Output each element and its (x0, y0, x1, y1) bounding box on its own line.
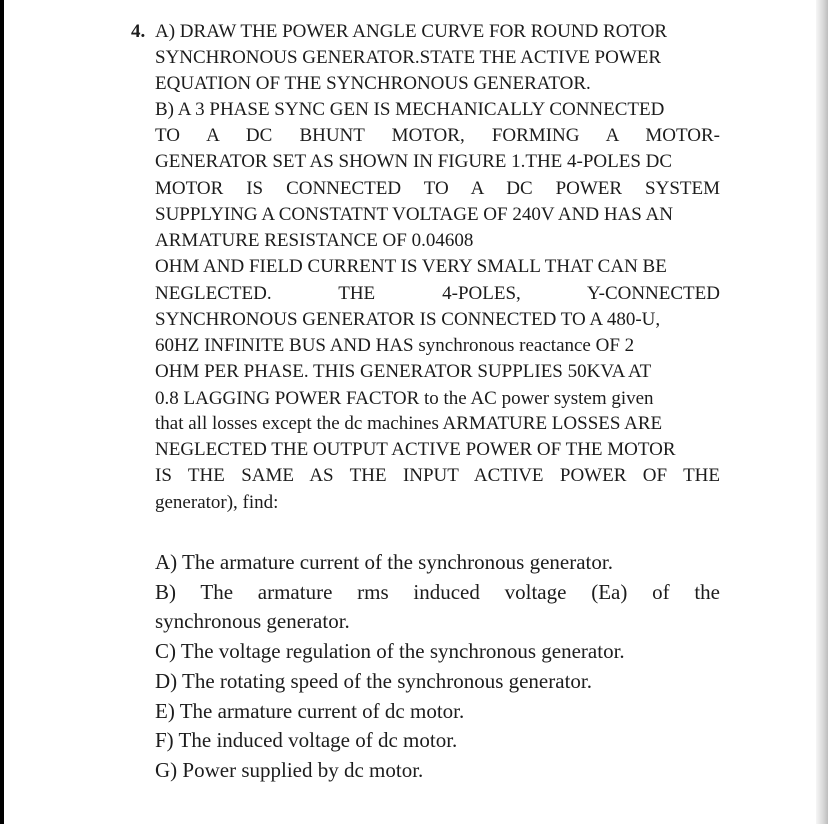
question-line: GENERATOR SET AS SHOWN IN FIGURE 1.THE 4-POLES DC (155, 151, 673, 172)
question-line: 60HZ INFINITE BUS AND HAS synchronous reactance OF 2 (155, 335, 635, 356)
sub-question-b: B) The armature rms induced voltage (Ea) of the (155, 580, 720, 604)
question-line: B) A 3 PHASE SYNC GEN IS MECHANICALLY CONNECTED (155, 99, 665, 120)
question-line: that all losses except the dc machines ARMATURE LOSSES ARE (155, 413, 663, 434)
sub-question-b-cont: synchronous generator. (155, 609, 350, 633)
question-line: ARMATURE RESISTANCE OF 0.04608 (155, 230, 474, 251)
question-number: 4. (131, 21, 146, 42)
question-line: MOTOR IS CONNECTED TO A DC POWER SYSTEM (155, 178, 720, 199)
sub-question-f: F) The induced voltage of dc motor. (155, 728, 458, 752)
question-line: TO A DC BHUNT MOTOR, FORMING A MOTOR- (155, 125, 720, 146)
question-line: generator), find: (155, 492, 279, 513)
question-line: OHM PER PHASE. THIS GENERATOR SUPPLIES 50KVA AT (155, 361, 652, 382)
question-line: EQUATION OF THE SYNCHRONOUS GENERATOR. (155, 73, 591, 94)
sub-question-d: D) The rotating speed of the synchronous generator. (155, 669, 592, 693)
question-line: 0.8 LAGGING POWER FACTOR to the AC power system given (155, 388, 654, 409)
sub-question-g: G) Power supplied by dc motor. (155, 758, 424, 782)
question-line: IS THE SAME AS THE INPUT ACTIVE POWER OF THE (155, 465, 720, 486)
sub-question-e: E) The armature current of dc motor. (155, 699, 465, 723)
sub-question-c: C) The voltage regulation of the synchronous generator. (155, 639, 625, 663)
question-line: A) DRAW THE POWER ANGLE CURVE FOR ROUND ROTOR (155, 21, 668, 42)
question-line: NEGLECTED THE OUTPUT ACTIVE POWER OF THE MOTOR (155, 439, 676, 460)
question-line: OHM AND FIELD CURRENT IS VERY SMALL THAT CAN BE (155, 256, 667, 277)
question-line: SYNCHRONOUS GENERATOR.STATE THE ACTIVE POWER (155, 47, 662, 68)
question-line: SYNCHRONOUS GENERATOR IS CONNECTED TO A 480-U, (155, 309, 661, 330)
sub-question-a: A) The armature current of the synchronous generator. (155, 550, 613, 574)
question-line: NEGLECTED. THE 4-POLES, Y-CONNECTED (155, 283, 720, 304)
question-line: SUPPLYING A CONSTATNT VOLTAGE OF 240V AND HAS AN (155, 204, 673, 225)
